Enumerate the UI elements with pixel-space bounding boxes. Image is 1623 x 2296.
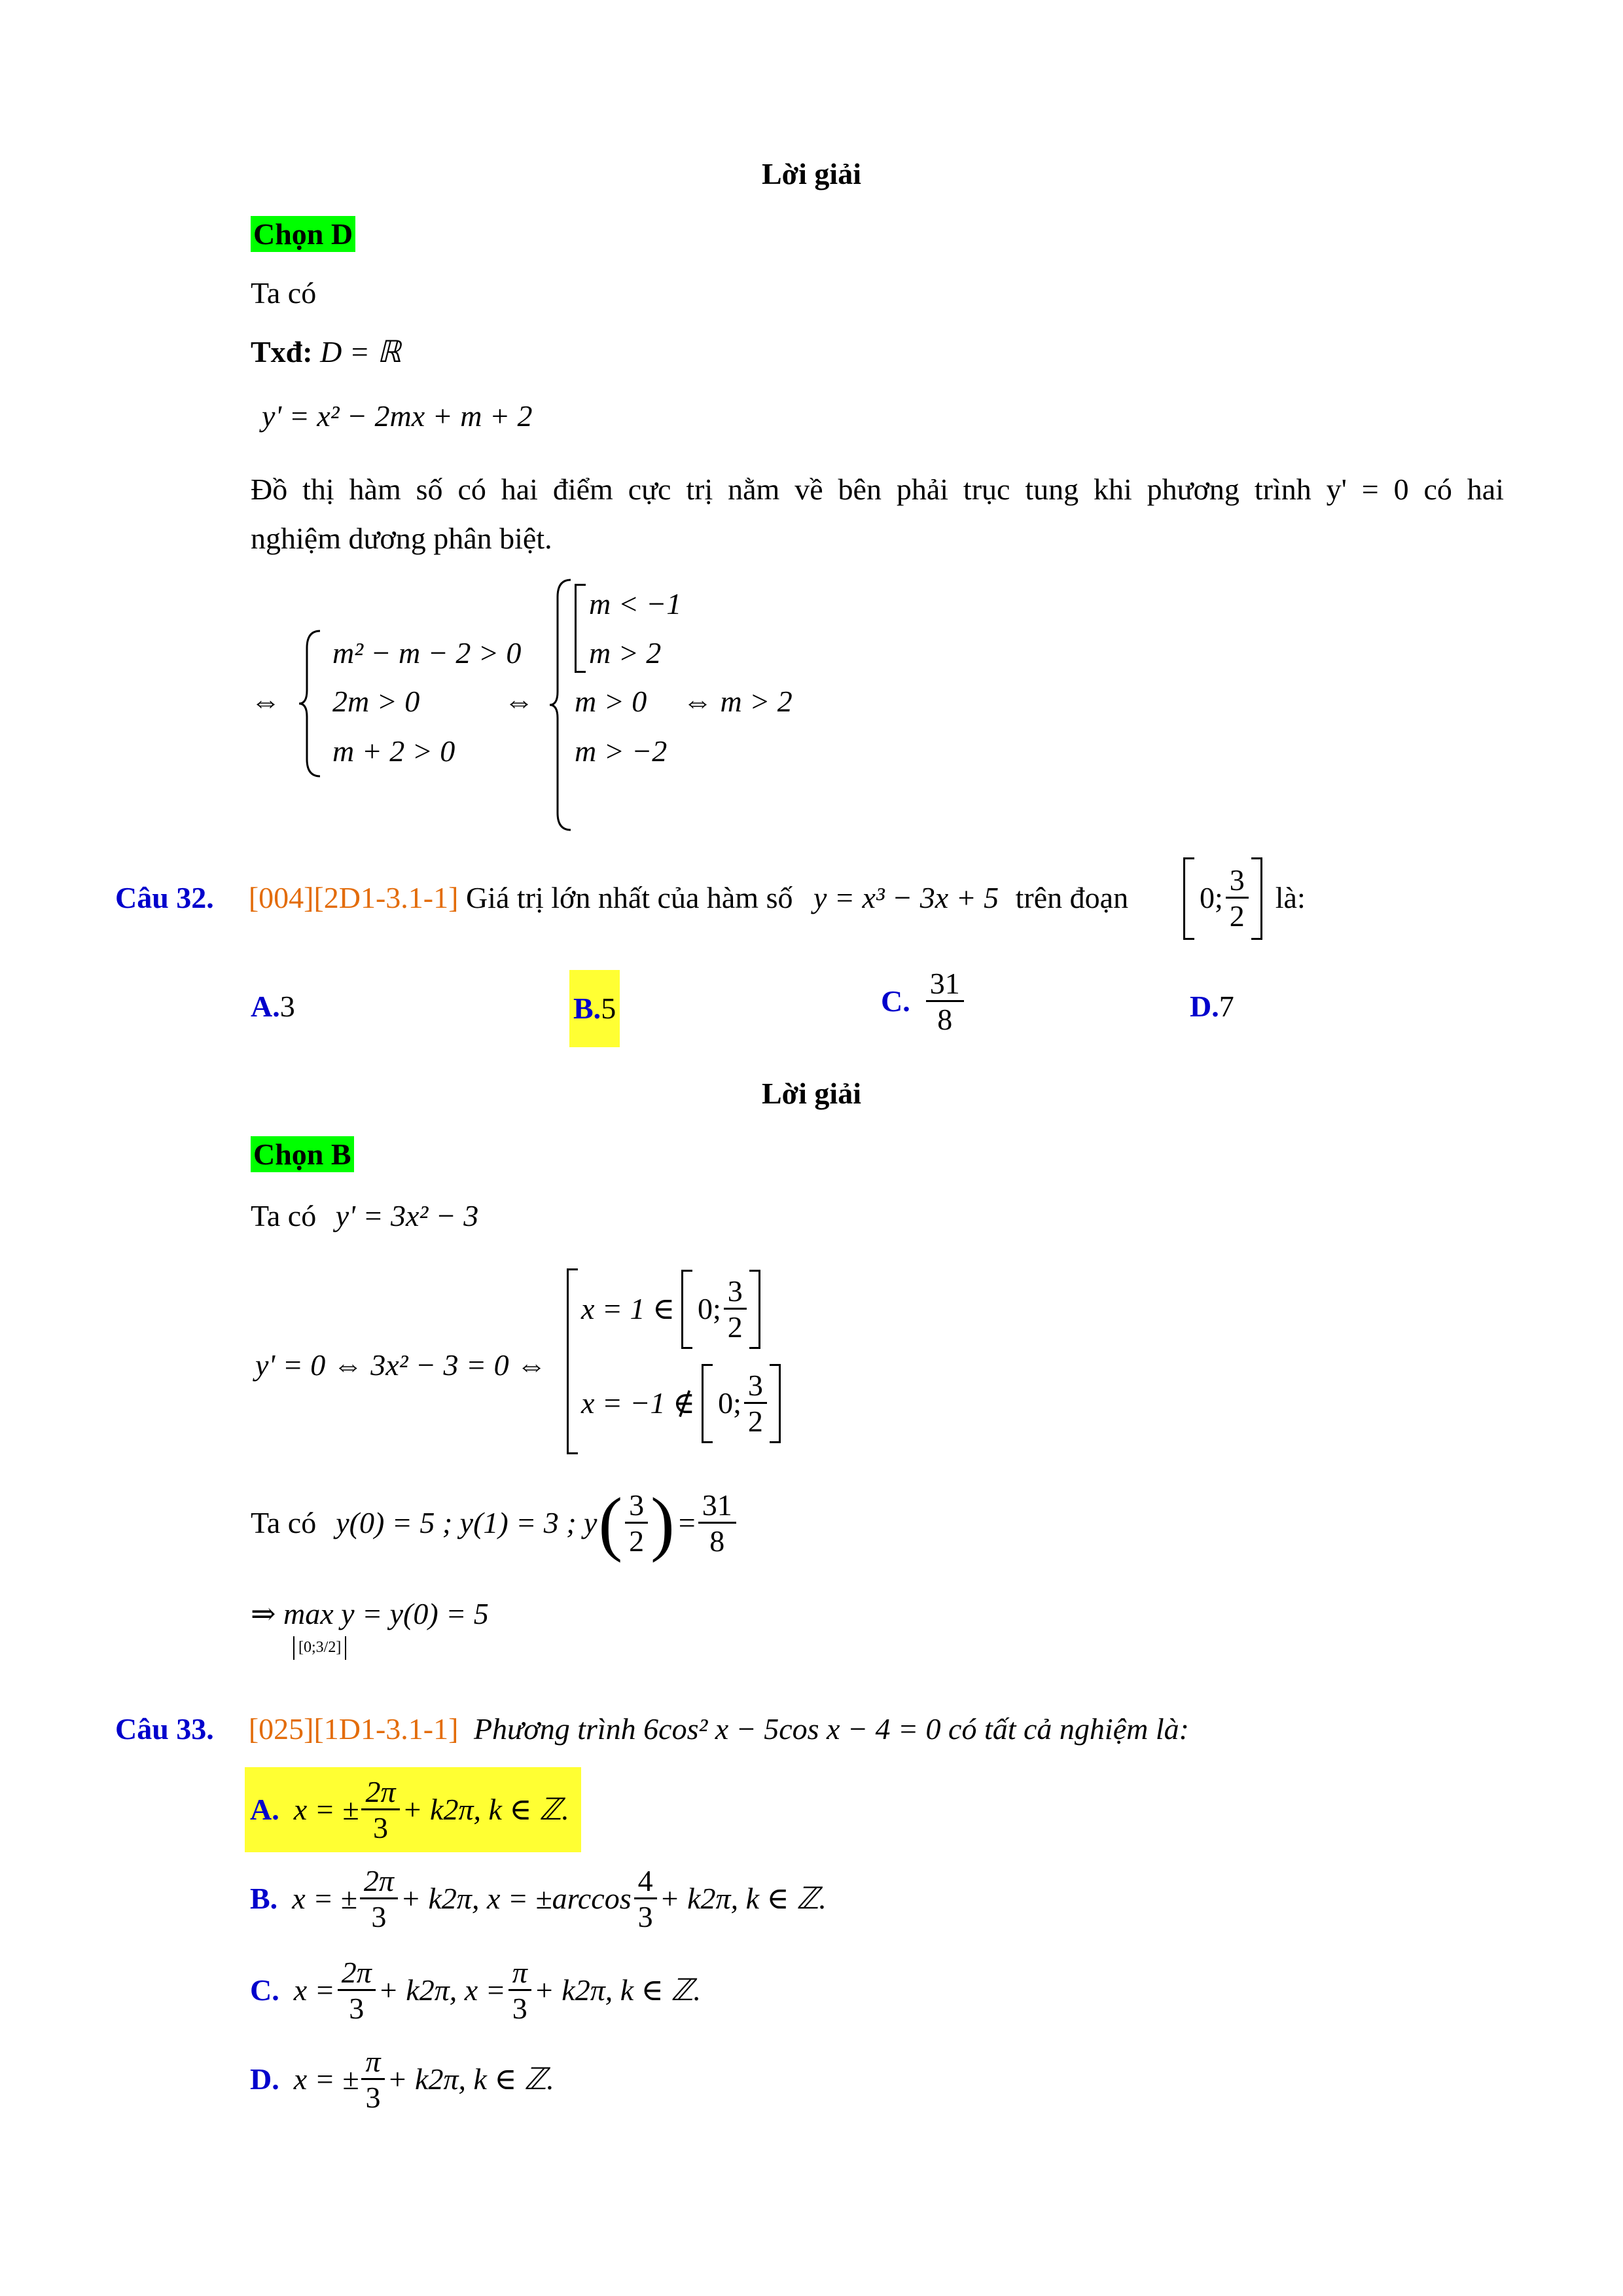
system2-row3: m > 0 xyxy=(575,685,647,718)
condition-text-line1: Đồ thị hàm số có hai điểm cực trị nằm về bên phải trục tung khi phương trình y' = 0 có hai xyxy=(251,473,1504,506)
equivalence-symbol: ⇔ xyxy=(251,685,281,718)
derivative-zero-eq: y' = 0 ⇔ 3x² − 3 = 0 ⇔ xyxy=(255,1348,547,1382)
or-bracket xyxy=(575,584,586,673)
or-case-1: m < −1 xyxy=(589,587,682,620)
case-x-1: x = 1 ∈ 0; $\frac{3}{2}$ xyxy=(581,1268,760,1350)
text-ta-co: Ta có xyxy=(251,276,317,310)
question-code: [025][1D1-3.1-1] xyxy=(248,1712,459,1746)
option-b-correct[interactable]: B. 5 xyxy=(569,970,620,1047)
question-32: Câu 32. [004][2D1-3.1-1] Giá trị lớn nhất của hàm số y = x³ − 3x + 5 trên đoạn xyxy=(115,881,1129,914)
max-conclusion: ⇒ max y = y(0) = 5 xyxy=(251,1597,489,1630)
values-line: Ta có y(0) = 5 ; y(1) = 3 ; y ( $\frac{3}{2}$ ) = $\frac{31}{8}$ xyxy=(251,1480,739,1566)
question-33: Câu 33. [025][1D1-3.1-1] Phương trình 6cos² x − 5cos x − 4 = 0 có tất cả nghiệm là: xyxy=(115,1712,1189,1746)
or-case-2: m > 2 xyxy=(589,636,662,670)
system1-row3: m + 2 > 0 xyxy=(332,734,455,768)
solution-heading: Lời giải xyxy=(762,1077,861,1110)
or-bracket xyxy=(567,1268,578,1454)
case-x-minus-1: x = −1 ∉ 0; $\frac{3}{2}$ xyxy=(581,1363,781,1444)
equivalence-symbol: ⇔ xyxy=(504,685,534,718)
q33-option-c[interactable]: C. x = $\frac{2\pi}{3}$ + k2π, x = $\frac{\pi}{3}$ + k2π, k ∈ ℤ. xyxy=(250,1955,701,2025)
system1-row2: 2m > 0 xyxy=(332,685,420,718)
question-number: Câu 32. xyxy=(115,881,214,914)
derivative-line: Ta có y' = 3x² − 3 xyxy=(251,1199,479,1232)
system2-row4: m > −2 xyxy=(575,734,668,768)
option-a[interactable]: A.3 xyxy=(251,990,295,1023)
option-d[interactable]: D.7 xyxy=(1190,990,1234,1023)
q33-option-d[interactable]: D. x = ± $\frac{\pi}{3}$ + k2π, k ∈ ℤ. xyxy=(250,2044,554,2114)
condition-text-line2: nghiệm dương phân biệt. xyxy=(251,522,552,555)
question-number: Câu 33. xyxy=(115,1712,214,1746)
option-c[interactable]: C. $\frac{31}{8}$ xyxy=(881,969,967,1035)
system-brace-1 xyxy=(298,628,324,779)
final-result: ⇔ m > 2 xyxy=(683,685,793,718)
question-code: [004][2D1-3.1-1] xyxy=(248,881,459,914)
q33-option-a-correct[interactable]: A. x = ± $\frac{2\pi}{3}$ + k2π, k ∈ ℤ. xyxy=(245,1767,581,1852)
solution-heading: Lời giải xyxy=(762,157,861,190)
interval-0-3-2: 0; $\frac{3}{2}$ là: xyxy=(1183,857,1306,939)
system1-row1: m² − m − 2 > 0 xyxy=(332,636,522,670)
chosen-answer-badge: Chọn D xyxy=(251,217,355,252)
q33-option-b[interactable]: B. x = ± $\frac{2\pi}{3}$ + k2π, x = ±arccos $\frac{4}{3}$ + k2π, k ∈ ℤ. xyxy=(250,1863,827,1933)
max-subscript-interval: [0;3/2] xyxy=(293,1636,346,1660)
domain-line: Txđ: D = ℝ xyxy=(251,335,401,368)
chosen-answer-badge: Chọn B xyxy=(251,1138,354,1172)
derivative-formula: y' = x² − 2mx + m + 2 xyxy=(262,399,533,433)
system-brace-2 xyxy=(548,577,575,833)
